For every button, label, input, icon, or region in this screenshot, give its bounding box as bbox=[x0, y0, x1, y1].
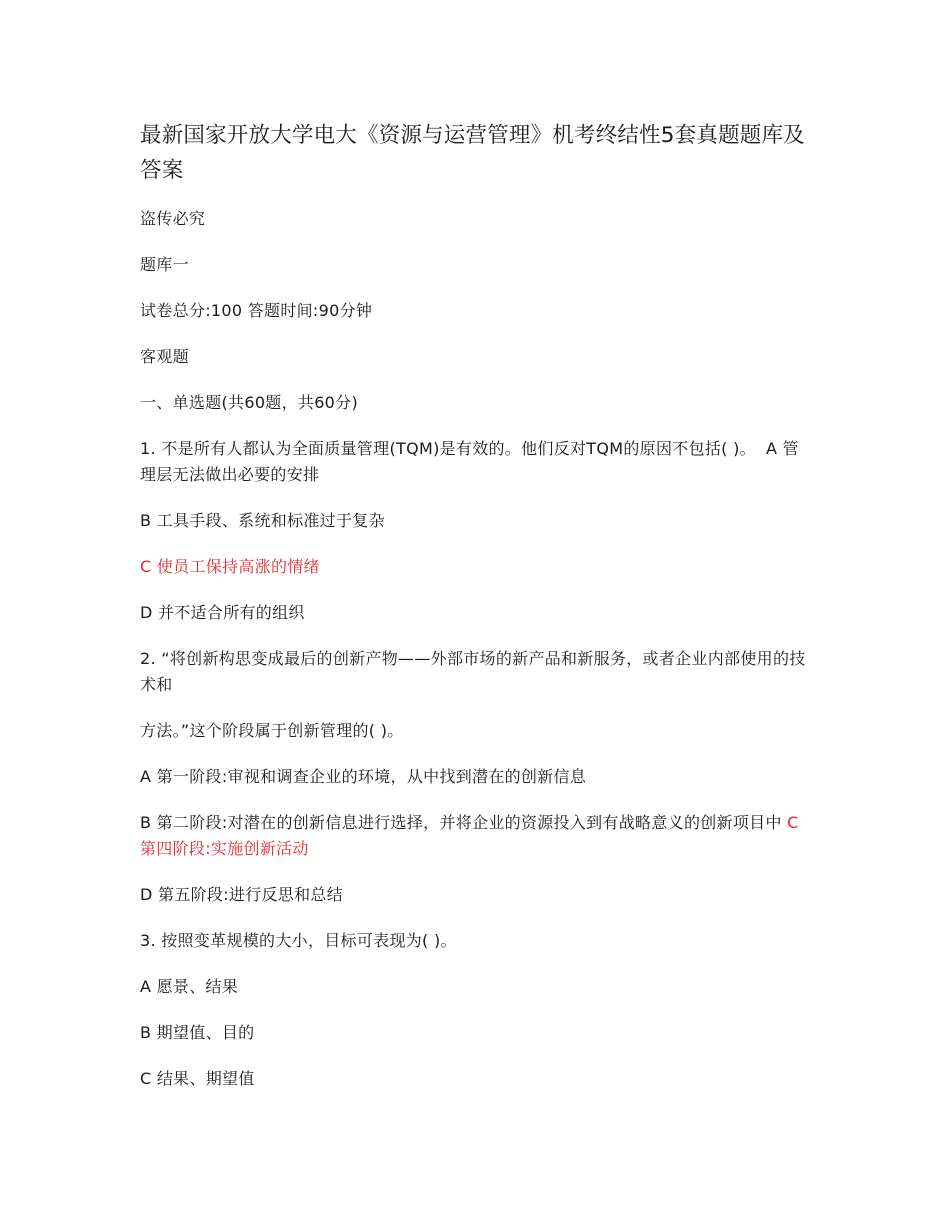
question-2-option-b: B 第二阶段:对潜在的创新信息进行选择，并将企业的资源投入到有战略意义的创新项目中 bbox=[140, 813, 782, 832]
question-1-option-c-correct: C 使员工保持高涨的情绪 bbox=[140, 557, 320, 576]
question-3-option-b: B 期望值、目的 bbox=[140, 1023, 255, 1042]
question-1-option-d: D 并不适合所有的组织 bbox=[140, 603, 305, 622]
question-3-option-c: C 结果、期望值 bbox=[140, 1069, 255, 1088]
question-1-option-a: A 管理层无法做出必要的安排 bbox=[140, 439, 799, 484]
question-1-option-b: B 工具手段、系统和标准过于复杂 bbox=[140, 511, 385, 530]
copyright-notice: 盗传必究 bbox=[140, 209, 206, 228]
question-3-option-a: A 愿景、结果 bbox=[140, 977, 239, 996]
question-2-stem-line2: 方法。”这个阶段属于创新管理的( )。 bbox=[140, 721, 404, 740]
question-2-stem-line1: 2. “将创新构思变成最后的创新产物——外部市场的新产品和新服务，或者企业内部使用的技术和 bbox=[140, 649, 806, 694]
document-title: 最新国家开放大学电大《资源与运营管理》机考终结性5套真题题库及答案 bbox=[140, 123, 805, 183]
question-2-option-c-correct: C 第四阶段:实施创新活动 bbox=[140, 813, 799, 858]
document-page bbox=[140, 118, 810, 1112]
question-1 bbox=[140, 436, 810, 488]
exam-info: 试卷总分:100 答题时间:90分钟 bbox=[140, 301, 373, 320]
question-3-stem: 3. 按照变革规模的大小，目标可表现为( )。 bbox=[140, 931, 457, 950]
section-heading: 一、单选题(共60题，共60分) bbox=[140, 393, 359, 412]
question-2-option-d: D 第五阶段:进行反思和总结 bbox=[140, 885, 343, 904]
question-2-options-bc bbox=[140, 810, 810, 862]
question-1-stem: 1. 不是所有人都认为全面质量管理(TQM)是有效的。他们反对TQM的原因不包括( )。 bbox=[140, 439, 756, 458]
question-bank-label: 题库一 bbox=[140, 255, 189, 274]
question-2-option-a: A 第一阶段:审视和调查企业的环境，从中找到潜在的创新信息 bbox=[140, 767, 587, 786]
section-type: 客观题 bbox=[140, 347, 189, 366]
